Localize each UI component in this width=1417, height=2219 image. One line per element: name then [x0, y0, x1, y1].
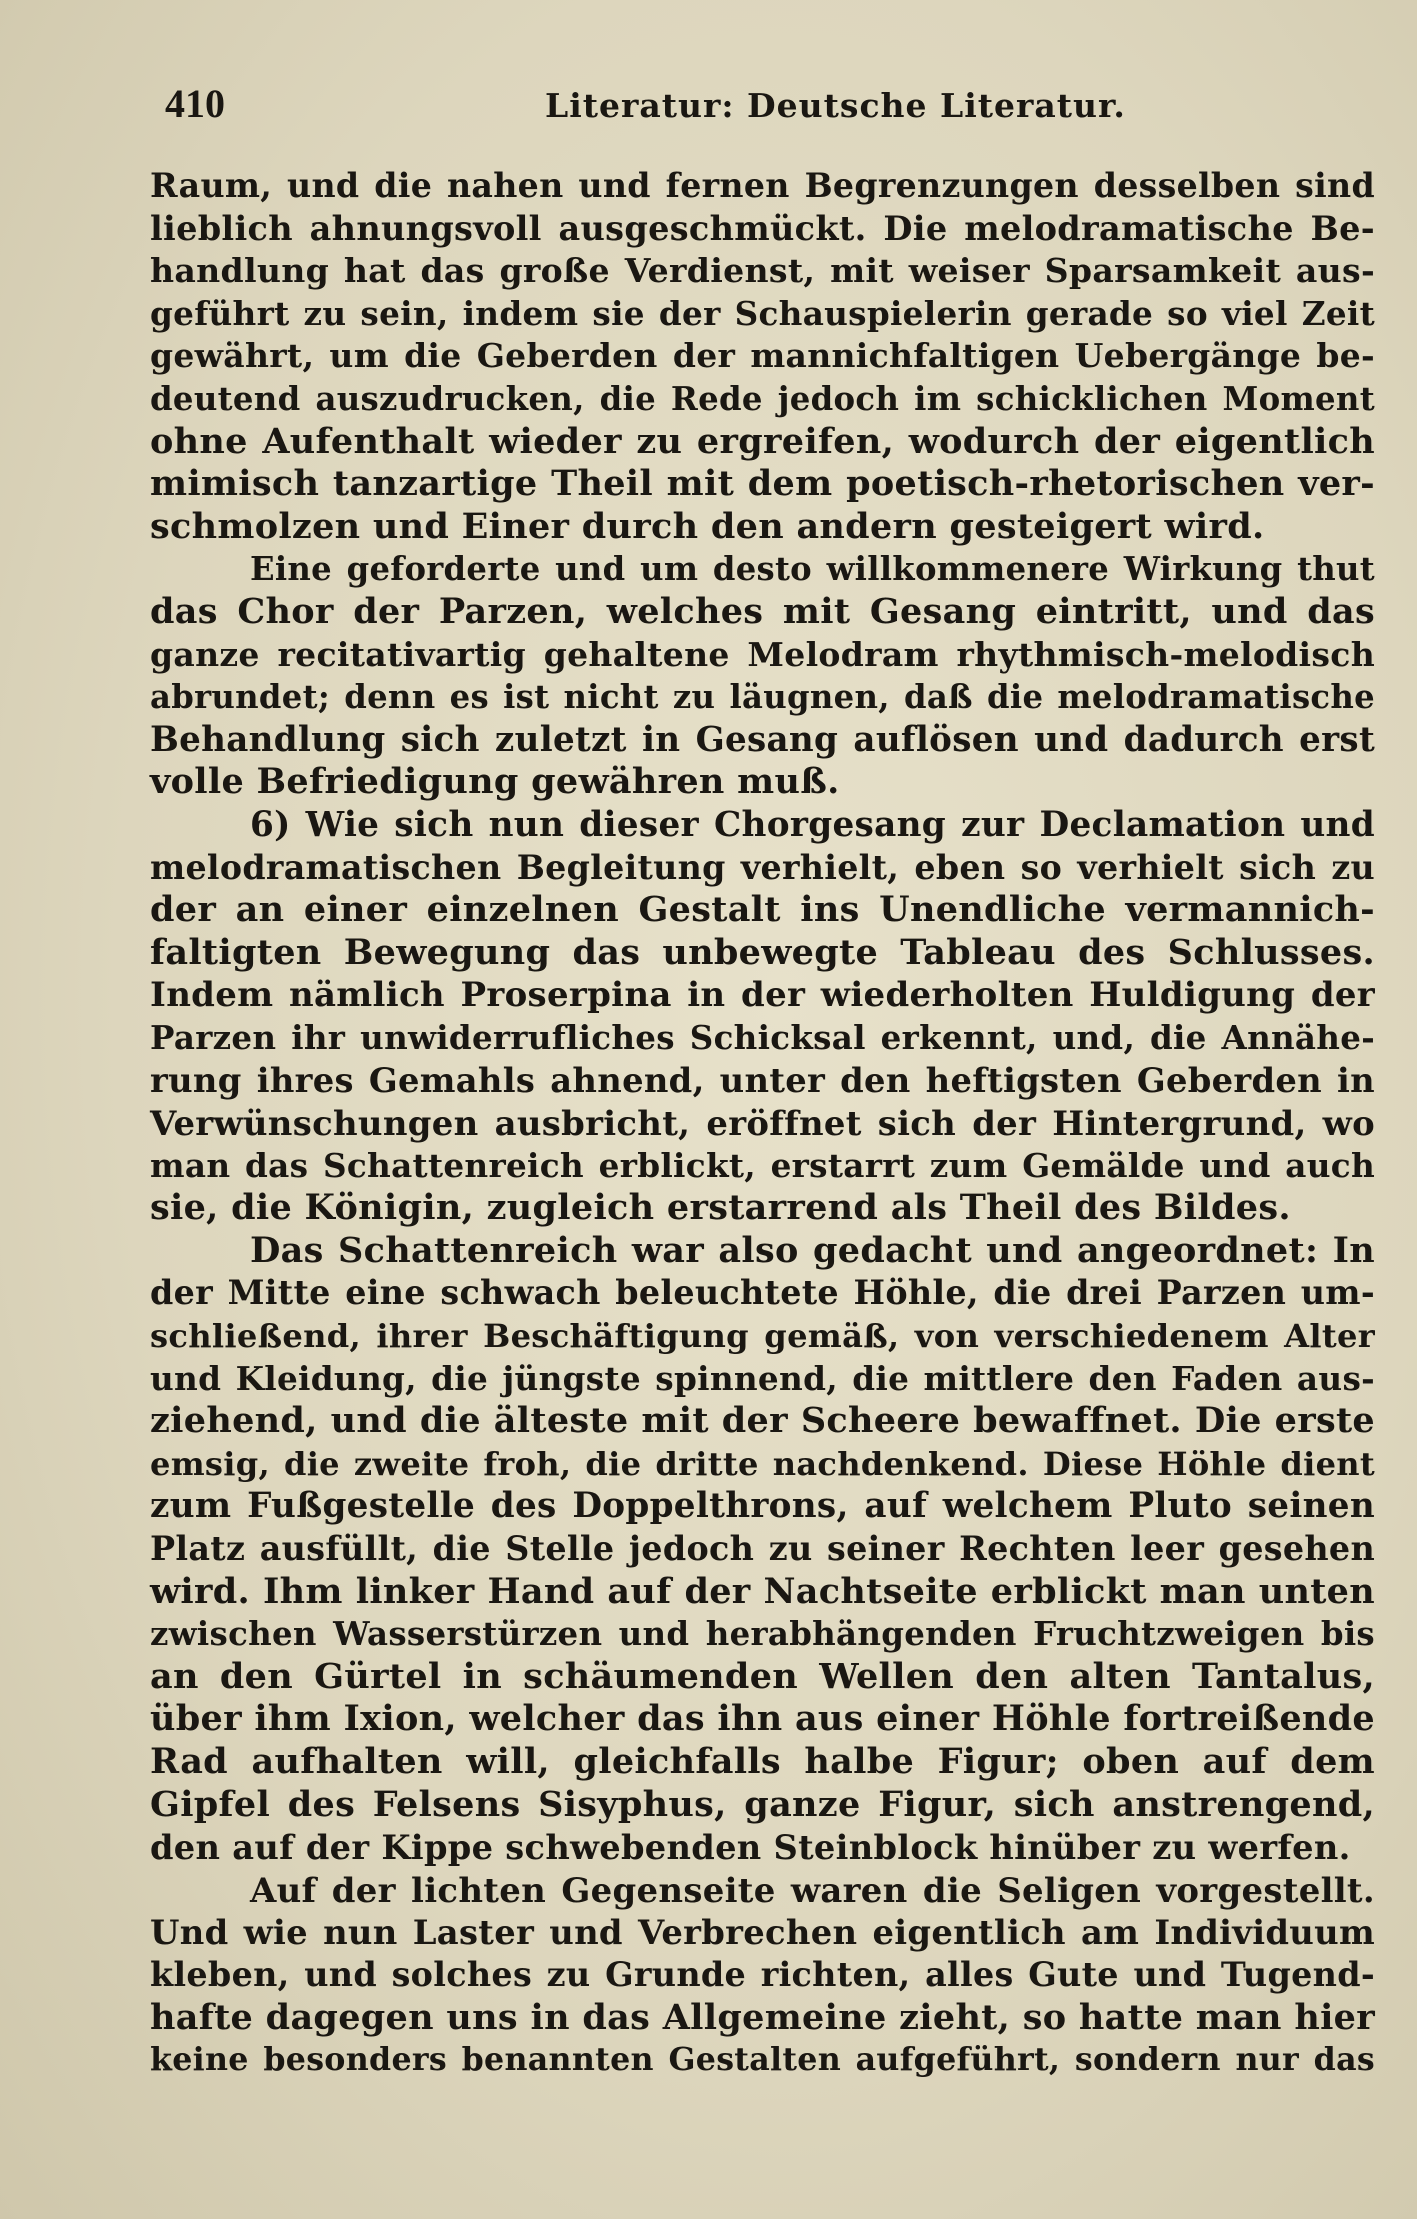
text-line: faltigten Bewegung das unbewegte Tableau des Schlusses. [150, 931, 1375, 973]
text-line: gewährt, um die Geberden der mannichfaltigen Uebergänge be- [150, 336, 1375, 376]
text-line: das Chor der Parzen, welches mit Gesang eintritt, und das [150, 590, 1375, 632]
text-line: an den Gürtel in schäumenden Wellen den alten Tantalus, [150, 1655, 1375, 1697]
text-line: schmolzen und Einer durch den andern gesteigert wird. [150, 505, 1265, 547]
text-line: 6) Wie sich nun dieser Chorgesang zur Declamation und [250, 804, 1375, 845]
text-line: Behandlung sich zuletzt in Gesang auflösen und dadurch erst [150, 719, 1375, 760]
text-line: den auf der Kippe schwebenden Steinblock hinüber zu werfen. [150, 1827, 1351, 1868]
text-line: abrundet; denn es ist nicht zu läugnen, daß die melodramatische [150, 678, 1375, 717]
text-line: ganze recitativartig gehaltene Melodram rhythmisch-melodisch [150, 634, 1375, 674]
text-line: Das Schattenreich war also gedacht und angeordnet: In [250, 1229, 1375, 1271]
text-line: Rad aufhalten will, gleichfalls halbe Figur; oben auf dem [150, 1740, 1375, 1782]
text-line: Und wie nun Laster und Verbrechen eigentlich am Individuum [150, 1912, 1375, 1953]
text-line: Eine geforderte und um desto willkommenere Wirkung thut [250, 550, 1375, 589]
text-line: kleben, und solches zu Grunde richten, alles Gute und Tugend- [150, 1954, 1375, 1994]
text-line: emsig, die zweite froh, die dritte nachdenkend. Diese Höhle dient [150, 1444, 1375, 1483]
text-line: lieblich ahnungsvoll ausgeschmückt. Die melodramatische Be- [150, 208, 1375, 248]
text-line: ohne Aufenthalt wieder zu ergreifen, wodurch der eigentlich [150, 420, 1375, 462]
running-title: Literatur: Deutsche Literatur. [545, 86, 1126, 125]
text-line: Verwünschungen ausbricht, eröffnet sich der Hintergrund, wo [150, 1103, 1375, 1144]
text-line: der an einer einzelnen Gestalt ins Unendliche vermannich- [150, 889, 1375, 931]
text-line: der Mitte eine schwach beleuchtete Höhle, die drei Parzen um- [150, 1273, 1375, 1313]
text-line: Parzen ihr unwiderrufliches Schicksal erkennt, und, die Annähe- [150, 1017, 1375, 1057]
text-line: man das Schattenreich erblickt, erstarrt zum Gemälde und auch [150, 1145, 1375, 1185]
text-line: sie, die Königin, zugleich erstarrend als Theil des Bildes. [150, 1187, 1291, 1229]
text-line: Platz ausfüllt, die Stelle jedoch zu seiner Rechten leer gesehen [150, 1529, 1375, 1568]
text-line: über ihm Ixion, welcher das ihn aus einer Höhle fortreißende [150, 1698, 1375, 1740]
text-line: keine besonders benannten Gestalten aufgeführt, sondern nur das [150, 2041, 1375, 2079]
text-line: wird. Ihm linker Hand auf der Nachtseite erblickt man unten [150, 1570, 1375, 1612]
running-head [165, 80, 1375, 132]
text-line: handlung hat das große Verdienst, mit weiser Sparsamkeit aus- [150, 251, 1375, 291]
text-line: und Kleidung, die jüngste spinnend, die mittlere den Faden aus- [150, 1358, 1375, 1398]
text-line: Gipfel des Felsens Sisyphus, ganze Figur, sich anstrengend, [150, 1783, 1375, 1825]
text-line: zwischen Wasserstürzen und herabhängenden Fruchtzweigen bis [150, 1615, 1375, 1654]
text-line: melodramatischen Begleitung verhielt, eben so verhielt sich zu [150, 847, 1375, 887]
text-line: Indem nämlich Proserpina in der wiederholten Huldigung der [150, 975, 1375, 1016]
text-line: zum Fußgestelle des Doppelthrons, auf welchem Pluto seinen [150, 1486, 1375, 1527]
text-line: geführt zu sein, indem sie der Schauspielerin gerade so viel Zeit [150, 293, 1375, 333]
text-line: hafte dagegen uns in das Allgemeine zieht, so hatte man hier [150, 1996, 1375, 2038]
text-line: ziehend, und die älteste mit der Scheere bewaffnet. Die erste [150, 1400, 1375, 1442]
text-line: Auf der lichten Gegenseite waren die Seligen vorgestellt. [250, 1869, 1375, 1910]
text-line: schließend, ihrer Beschäftigung gemäß, von verschiedenem Alter [150, 1317, 1375, 1356]
page-number: 410 [165, 81, 225, 126]
text-line: mimisch tanzartige Theil mit dem poetisch-rhetorischen ver- [150, 463, 1375, 505]
text-line: deutend auszudrucken, die Rede jedoch im schicklichen Moment [150, 379, 1375, 418]
text-line: Raum, und die nahen und fernen Begrenzungen desselben sind [150, 166, 1375, 205]
text-line: rung ihres Gemahls ahnend, unter den heftigsten Geberden in [150, 1060, 1375, 1101]
text-line: volle Befriedigung gewähren muß. [150, 761, 840, 803]
body-text [150, 165, 1375, 2082]
